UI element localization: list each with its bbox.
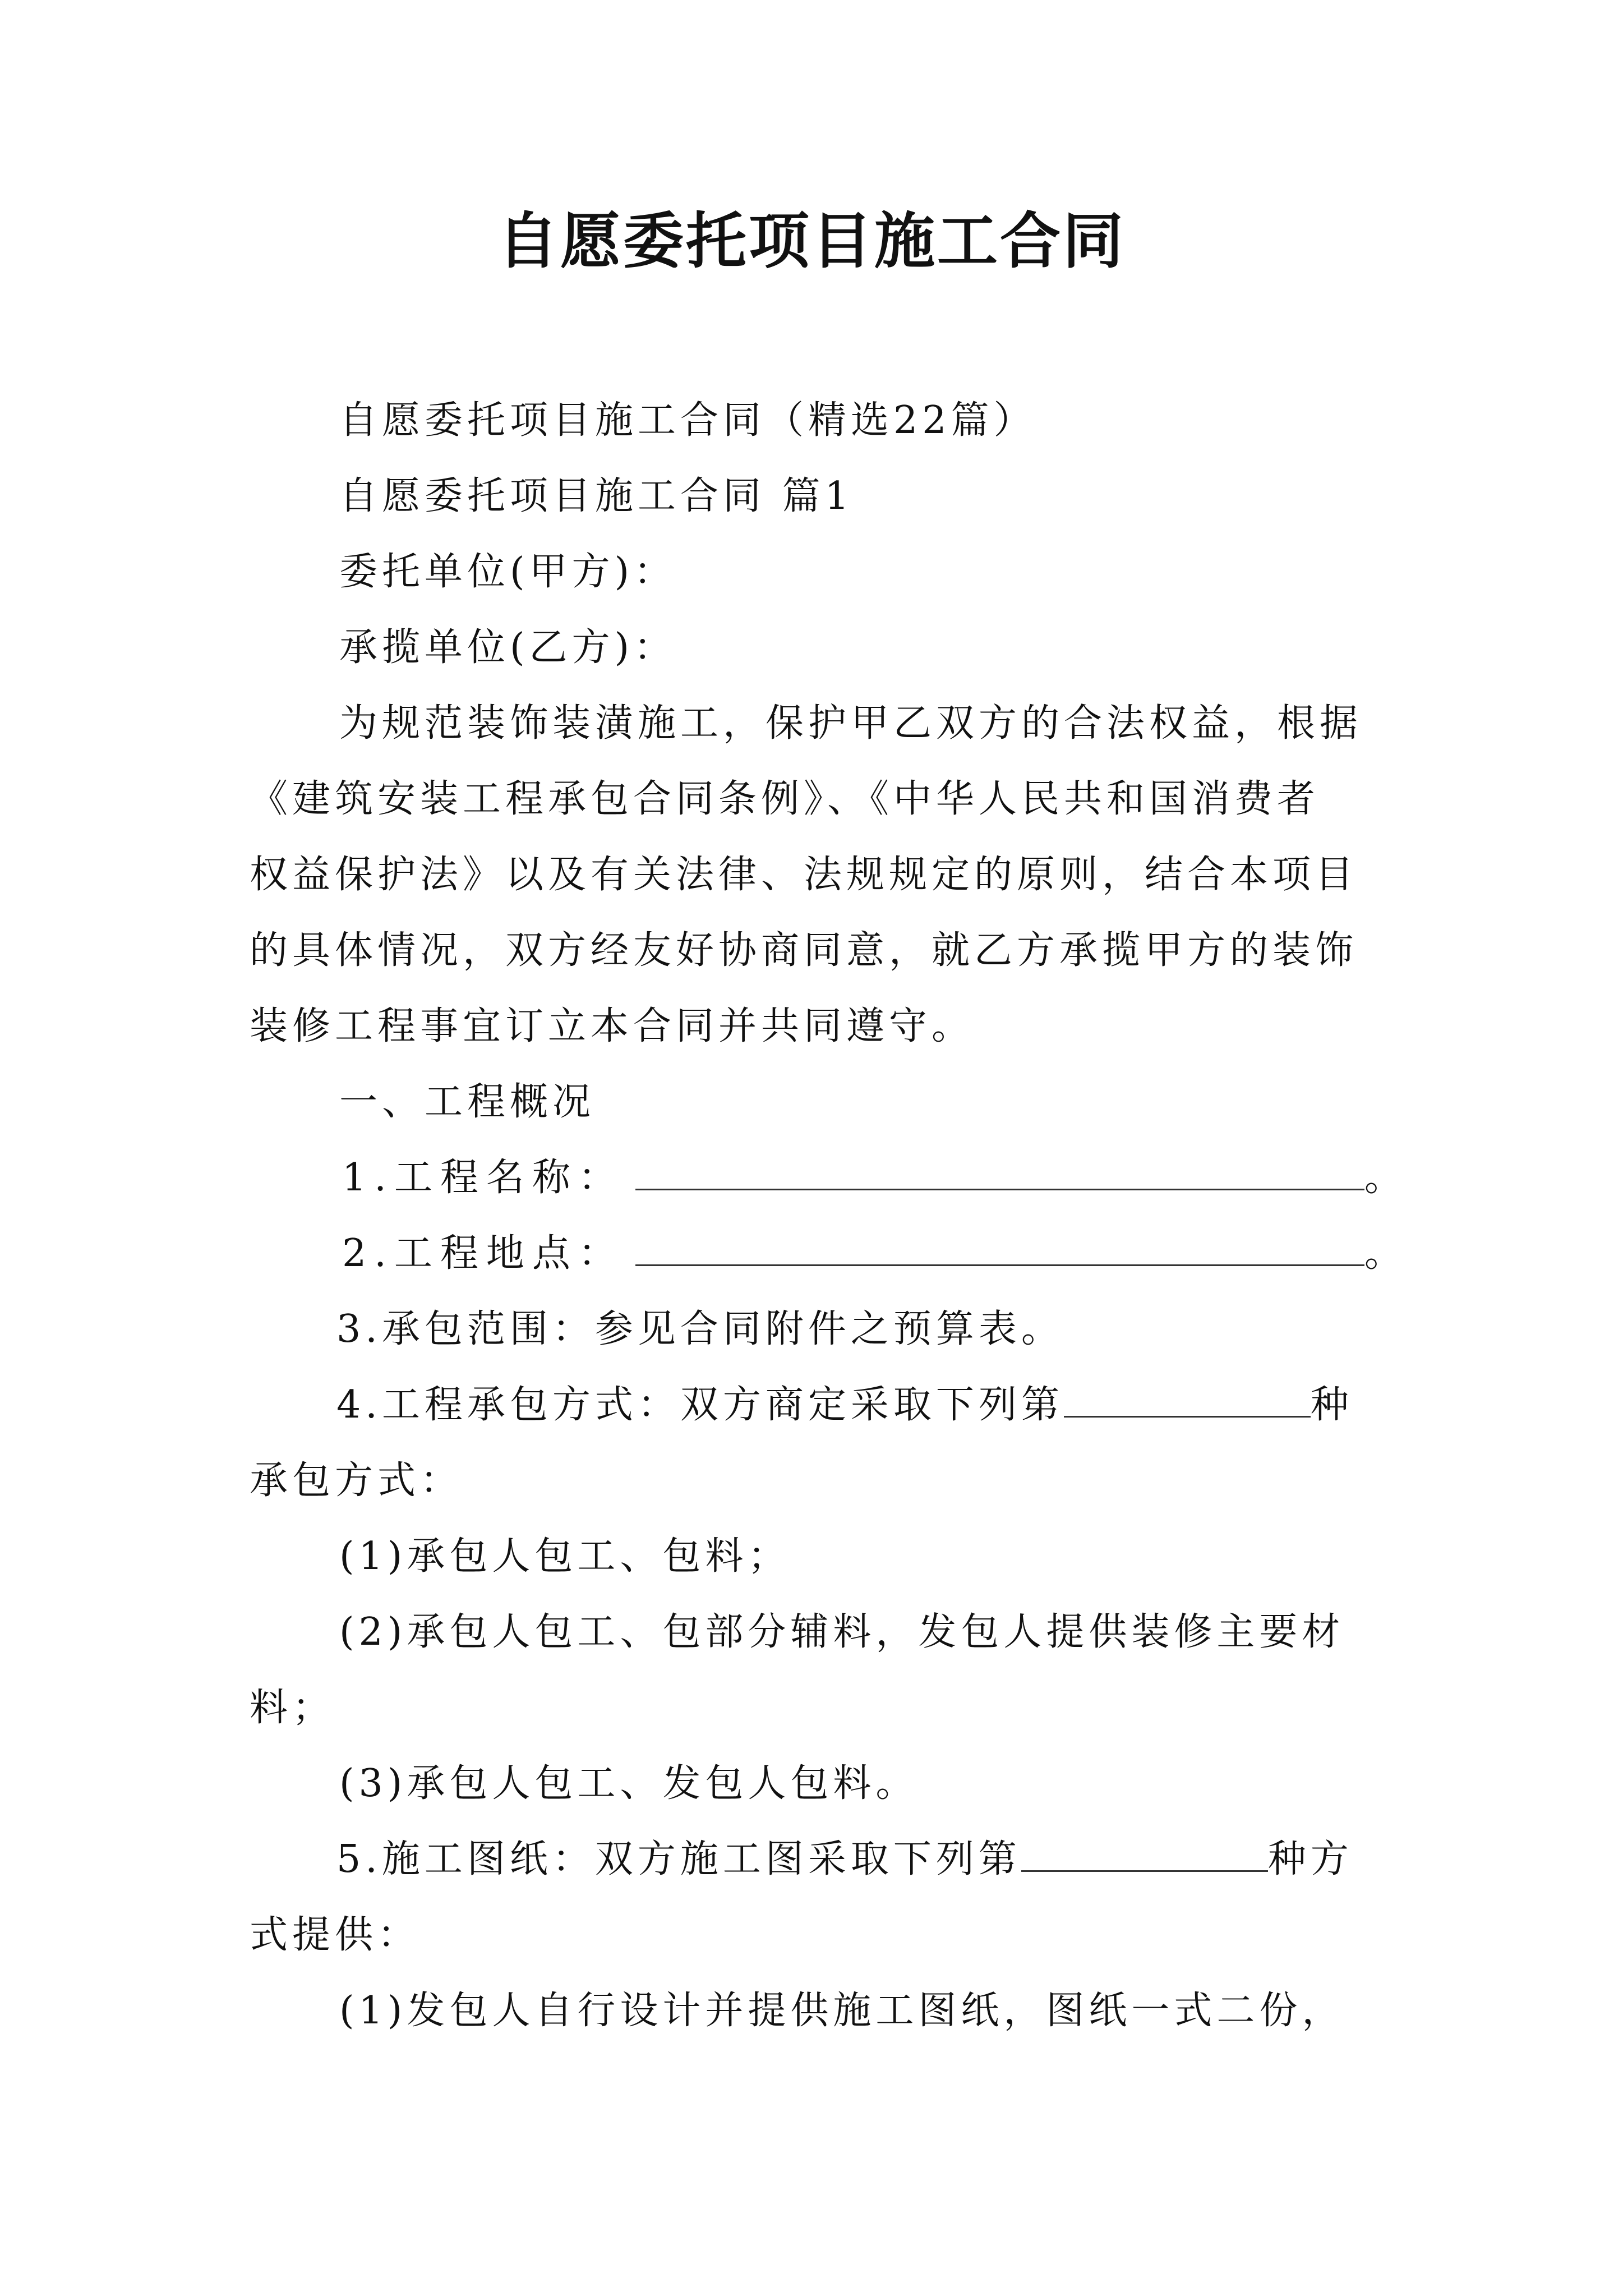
party-b-line: 承揽单位(乙方)：: [339, 625, 677, 670]
paragraph-line: 《建筑安装工程承包合同条例》、《中华人民共和国消费者: [250, 777, 1320, 821]
section-heading-overview: 一、工程概况: [339, 1080, 596, 1124]
option-item: (1)承包人包工、包料；: [339, 1534, 791, 1579]
fill-blank: [635, 1231, 1364, 1266]
project-name-field: [342, 1150, 1410, 1206]
option-item: (1)发包人自行设计并提供施工图纸，图纸一式二份，: [339, 1989, 1345, 2033]
drawings-line: [336, 1832, 1353, 1888]
field-end: 。: [1364, 1156, 1410, 1200]
fill-blank: [1021, 1837, 1268, 1872]
document-title: 自愿委托项目施工合同: [497, 206, 1126, 277]
scope-line: 3.承包范围：参见合同附件之预算表。: [336, 1307, 1064, 1351]
section-heading: 自愿委托项目施工合同 篇1: [339, 474, 854, 518]
project-location-field: [342, 1226, 1410, 1282]
field-label: 1.工程名称：: [342, 1156, 624, 1200]
paragraph-line: 的具体情况，双方经友好协商同意，就乙方承揽甲方的装饰: [250, 928, 1358, 973]
field-label: 2.工程地点：: [342, 1231, 624, 1276]
option-item: (2)承包人包工、包部分辅料，发包人提供装修主要材: [339, 1610, 1345, 1654]
fill-blank: [1064, 1382, 1311, 1418]
line-text: 5.施工图纸：双方施工图采取下列第: [336, 1837, 1021, 1881]
paragraph-line: 装修工程事宜订立本合同并共同遵守。: [250, 1004, 975, 1048]
paragraph-line: 权益保护法》以及有关法律、法规规定的原则，结合本项目: [250, 853, 1358, 897]
party-a-line: 委托单位(甲方)：: [339, 550, 677, 594]
paragraph-line: 式提供：: [250, 1913, 421, 1957]
option-item: (3)承包人包工、发包人包料。: [339, 1761, 919, 1806]
line-text: 种方: [1267, 1837, 1353, 1881]
line-text: 4.工程承包方式：双方商定采取下列第: [336, 1383, 1064, 1427]
line-text: 种: [1310, 1383, 1353, 1427]
field-end: 。: [1364, 1231, 1410, 1276]
paragraph-line: 料；: [250, 1686, 335, 1730]
contract-method-line: [336, 1377, 1353, 1433]
paragraph-line: 承包方式：: [250, 1458, 463, 1503]
paragraph-line: 为规范装饰装潢施工，保护甲乙双方的合法权益，根据: [339, 701, 1363, 746]
fill-blank: [635, 1155, 1364, 1190]
subtitle-line: 自愿委托项目施工合同（精选22篇）: [339, 398, 1036, 443]
